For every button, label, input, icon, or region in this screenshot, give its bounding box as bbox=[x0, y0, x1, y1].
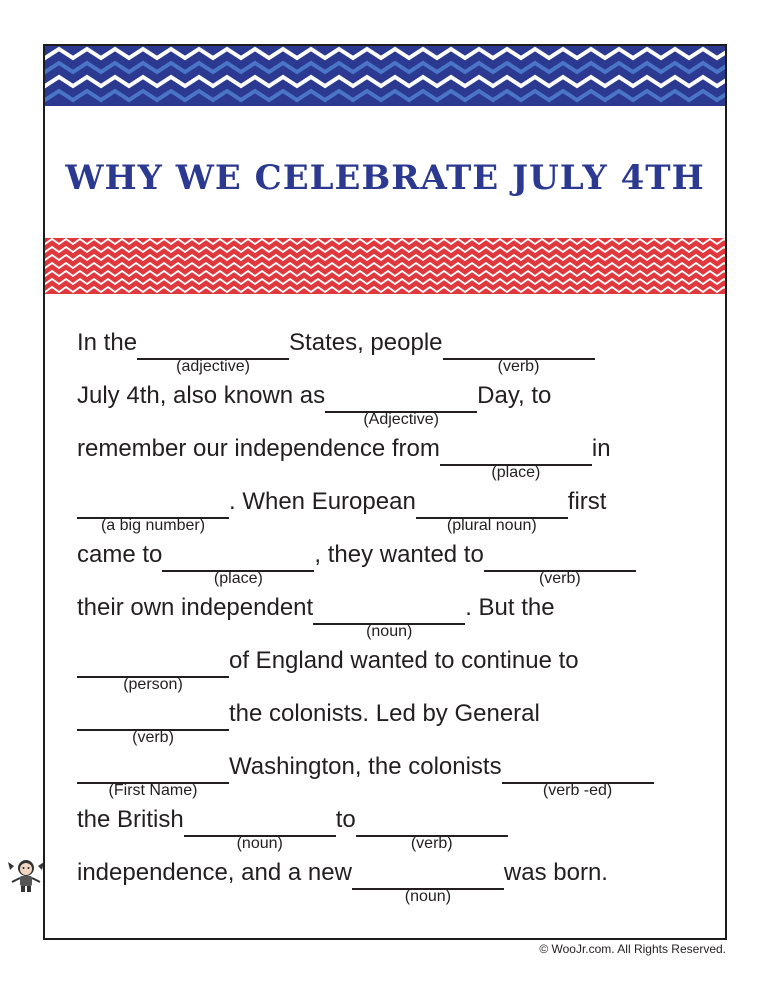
story-text: their own independent bbox=[77, 594, 314, 621]
blank-hint-label: (place) bbox=[491, 464, 541, 481]
story-line bbox=[77, 699, 697, 752]
fill-in-blank[interactable] bbox=[440, 434, 592, 481]
story-text: to bbox=[335, 806, 356, 833]
red-chevron-band bbox=[45, 238, 725, 294]
story-text: came to bbox=[77, 541, 163, 568]
story-line bbox=[77, 858, 697, 911]
blank-hint-label: (verb) bbox=[132, 729, 174, 746]
story-text: States, people bbox=[289, 329, 443, 356]
fill-in-blank[interactable] bbox=[77, 752, 229, 799]
story-text: remember our independence from bbox=[77, 435, 440, 462]
blank-hint-label: (verb) bbox=[410, 835, 453, 852]
blank-hint-label: (noun) bbox=[366, 623, 413, 640]
fill-in-blank[interactable] bbox=[162, 540, 314, 587]
story-text: . But the bbox=[465, 594, 555, 621]
blank-hint-label: (verb) bbox=[497, 358, 540, 375]
page-title: WHY WE CELEBRATE JULY 4TH bbox=[65, 158, 705, 198]
blank-hint-label: (noun) bbox=[236, 835, 283, 852]
story-line bbox=[77, 487, 697, 540]
story-line bbox=[77, 646, 697, 699]
story-text: of England wanted to continue to bbox=[229, 647, 579, 674]
story-line bbox=[77, 434, 697, 487]
blank-hint-label: (place) bbox=[213, 570, 263, 587]
blank-hint-label: (verb) bbox=[538, 570, 581, 587]
blank-hint-label: (plural noun) bbox=[446, 517, 537, 534]
story-text: Day, to bbox=[477, 382, 552, 409]
fill-in-blank[interactable] bbox=[443, 328, 595, 375]
story-line bbox=[77, 328, 697, 381]
story-line bbox=[77, 752, 697, 805]
fill-in-blank[interactable] bbox=[416, 487, 568, 534]
blue-chevron-band bbox=[45, 46, 725, 106]
fill-in-blank[interactable] bbox=[313, 593, 465, 640]
story-line bbox=[77, 381, 697, 434]
fill-in-blank[interactable] bbox=[356, 805, 508, 852]
story-text: Washington, the colonists bbox=[229, 753, 502, 780]
blank-hint-label: (First Name) bbox=[108, 782, 198, 799]
copyright-notice: © WooJr.com. All Rights Reserved. bbox=[539, 942, 726, 956]
story-text: first bbox=[567, 488, 607, 515]
story-text: July 4th, also known as bbox=[77, 382, 326, 409]
blank-hint-label: (person) bbox=[123, 676, 183, 693]
fill-in-blank[interactable] bbox=[484, 540, 636, 587]
story-text: in bbox=[591, 435, 611, 462]
story-text: the British bbox=[77, 806, 184, 833]
story-text: was born. bbox=[503, 859, 608, 886]
story-line bbox=[77, 593, 697, 646]
story-text: In the bbox=[77, 329, 138, 356]
fill-in-blank[interactable] bbox=[77, 699, 229, 746]
blank-hint-label: (verb -ed) bbox=[542, 782, 613, 799]
fill-in-blank[interactable] bbox=[502, 752, 654, 799]
blank-hint-label: (Adjective) bbox=[363, 411, 439, 428]
mad-lib-story bbox=[77, 328, 697, 911]
blank-hint-label: (a big number) bbox=[100, 517, 206, 534]
story-text: . When European bbox=[229, 488, 416, 515]
fill-in-blank[interactable] bbox=[352, 858, 504, 905]
story-text: independence, and a new bbox=[77, 859, 352, 886]
fill-in-blank[interactable] bbox=[137, 328, 289, 375]
worksheet-frame bbox=[43, 44, 727, 940]
story-text: the colonists. Led by General bbox=[229, 700, 540, 727]
fill-in-blank[interactable] bbox=[77, 487, 229, 534]
story-line bbox=[77, 540, 697, 593]
fill-in-blank[interactable] bbox=[77, 646, 229, 693]
blank-hint-label: (noun) bbox=[404, 888, 452, 905]
story-text: , they wanted to bbox=[314, 541, 484, 568]
kid-mascot-icon bbox=[6, 858, 46, 892]
blank-hint-label: (adjective) bbox=[176, 358, 250, 375]
fill-in-blank[interactable] bbox=[325, 381, 477, 428]
fill-in-blank[interactable] bbox=[184, 805, 336, 852]
story-line bbox=[77, 805, 697, 858]
